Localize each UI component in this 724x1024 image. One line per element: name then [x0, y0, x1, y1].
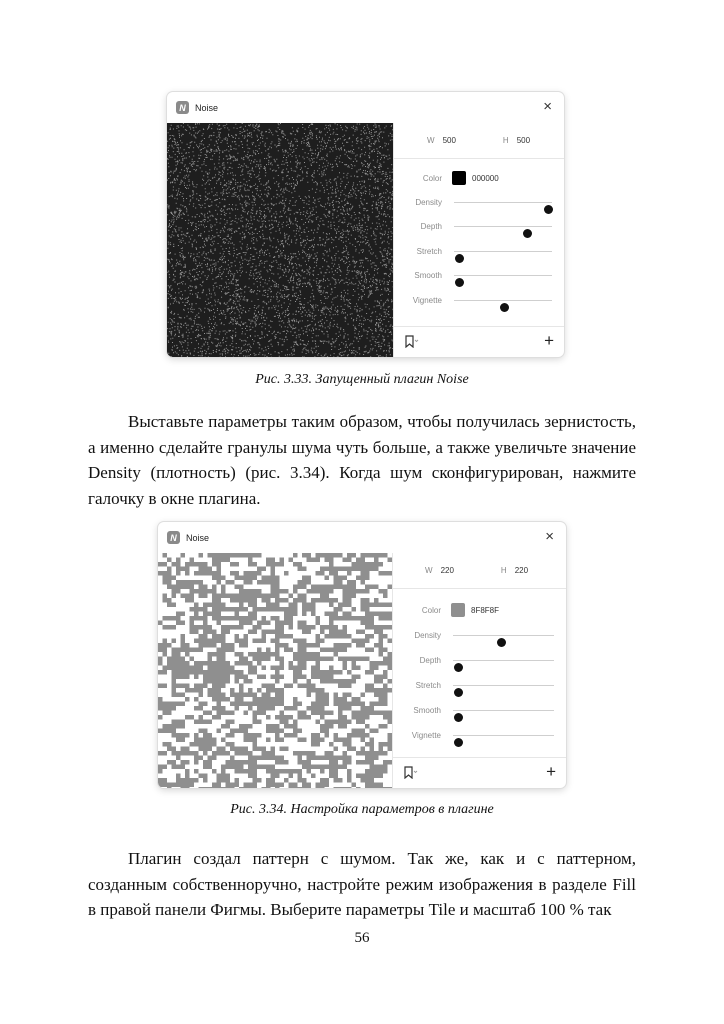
vignette-label: Vignette: [411, 730, 441, 740]
color-swatch[interactable]: [452, 171, 466, 185]
paragraph-1-text: Выставьте параметры таким образом, чтобы получилась зернистость, а именно сделайте гранулы шума чуть больше, а также увеличьте значение Density (плотность) (рис. 3.34). Когда шум сконфигурирован, нажмите галочку в окне плагина.: [88, 412, 636, 508]
close-icon[interactable]: ×: [545, 528, 554, 545]
bookmark-icon[interactable]: [405, 335, 419, 351]
vignette-slider[interactable]: [454, 300, 552, 301]
close-icon[interactable]: ×: [543, 98, 552, 115]
height-input[interactable]: 500: [516, 136, 531, 145]
smooth-slider[interactable]: [454, 275, 552, 276]
plugin-title: Noise: [186, 532, 210, 543]
stretch-label: Stretch: [415, 680, 441, 690]
width-input[interactable]: 220: [440, 566, 454, 575]
plugin-window-figure-1: [167, 92, 564, 357]
figure-1-caption: Рис. 3.33. Запущенный плагин Noise: [255, 372, 469, 387]
noise-preview-canvas: [167, 123, 393, 357]
stretch-slider[interactable]: [453, 685, 554, 686]
depth-slider-knob[interactable]: [523, 229, 532, 238]
depth-label: Depth: [420, 221, 442, 231]
stretch-slider[interactable]: [454, 251, 552, 252]
paragraph-2: [88, 846, 636, 923]
smooth-label: Smooth: [414, 270, 442, 280]
density-slider[interactable]: [453, 635, 554, 636]
smooth-slider-knob[interactable]: [455, 278, 464, 287]
height-label: H: [500, 566, 507, 575]
density-slider[interactable]: [454, 202, 552, 203]
vignette-slider-knob[interactable]: [454, 738, 463, 747]
slider-row-vignette: [394, 293, 564, 307]
slider-row-stretch: [394, 244, 564, 258]
slider-row-stretch: [393, 678, 566, 692]
color-label: Color: [421, 605, 441, 615]
noise-preview: [158, 553, 392, 788]
dimensions-row: [393, 553, 566, 589]
width-label: W: [427, 136, 435, 145]
vignette-slider[interactable]: [453, 735, 554, 736]
color-swatch[interactable]: [451, 603, 465, 617]
color-row: [394, 171, 564, 185]
plugin-titlebar: [158, 522, 566, 553]
plugin-footer: [394, 326, 564, 357]
noise-preview-canvas: [158, 553, 392, 788]
settings-panel: [393, 123, 564, 357]
height-label: H: [502, 136, 509, 145]
dimensions-row: [394, 123, 564, 159]
depth-slider-knob[interactable]: [454, 663, 463, 672]
plugin-footer: [393, 757, 566, 788]
bookmark-icon[interactable]: [404, 766, 418, 782]
plugin-window-figure-2: [158, 522, 566, 788]
depth-label: Depth: [419, 655, 441, 665]
depth-slider[interactable]: [454, 226, 552, 227]
density-slider-knob[interactable]: [544, 205, 553, 214]
smooth-slider[interactable]: [453, 710, 554, 711]
density-label: Density: [414, 630, 441, 640]
stretch-slider-knob[interactable]: [455, 254, 464, 263]
slider-row-vignette: [393, 728, 566, 742]
plus-icon[interactable]: +: [546, 762, 556, 781]
paragraph-1: [88, 409, 636, 511]
page-number: 56: [354, 930, 370, 946]
figure-2-caption: Рис. 3.34. Настройка параметров в плагине: [230, 802, 494, 817]
color-hex-input[interactable]: 000000: [472, 173, 499, 183]
slider-row-depth: [393, 653, 566, 667]
noise-logo-icon: N: [167, 531, 180, 544]
vignette-label: Vignette: [412, 295, 442, 305]
settings-panel: [392, 553, 566, 788]
slider-row-depth: [394, 219, 564, 233]
height-input[interactable]: 220: [514, 566, 529, 575]
plus-icon[interactable]: +: [544, 331, 554, 350]
plugin-title: Noise: [195, 102, 219, 113]
slider-row-smooth: [393, 703, 566, 717]
paragraph-2-text: Плагин создал паттерн с шумом. Так же, как и с паттерном, созданным собственноручно, настройте режим изображения в разделе Fill в правой панели Фигмы. Выберите параметры Tile и масштаб 100 % так: [88, 849, 636, 919]
width-label: W: [425, 566, 433, 575]
plugin-titlebar: [167, 92, 564, 123]
noise-logo-icon: N: [176, 101, 189, 114]
depth-slider[interactable]: [453, 660, 554, 661]
smooth-label: Smooth: [413, 705, 441, 715]
noise-preview: [167, 123, 393, 357]
density-slider-knob[interactable]: [497, 638, 506, 647]
density-label: Density: [415, 197, 442, 207]
slider-row-smooth: [394, 268, 564, 282]
smooth-slider-knob[interactable]: [454, 713, 463, 722]
color-label: Color: [422, 173, 442, 183]
color-hex-input[interactable]: 8F8F8F: [471, 605, 500, 615]
stretch-label: Stretch: [416, 246, 442, 256]
color-row: [393, 603, 566, 617]
vignette-slider-knob[interactable]: [500, 303, 509, 312]
slider-row-density: [394, 195, 564, 209]
width-input[interactable]: 500: [442, 136, 456, 145]
slider-row-density: [393, 628, 566, 642]
stretch-slider-knob[interactable]: [454, 688, 463, 697]
